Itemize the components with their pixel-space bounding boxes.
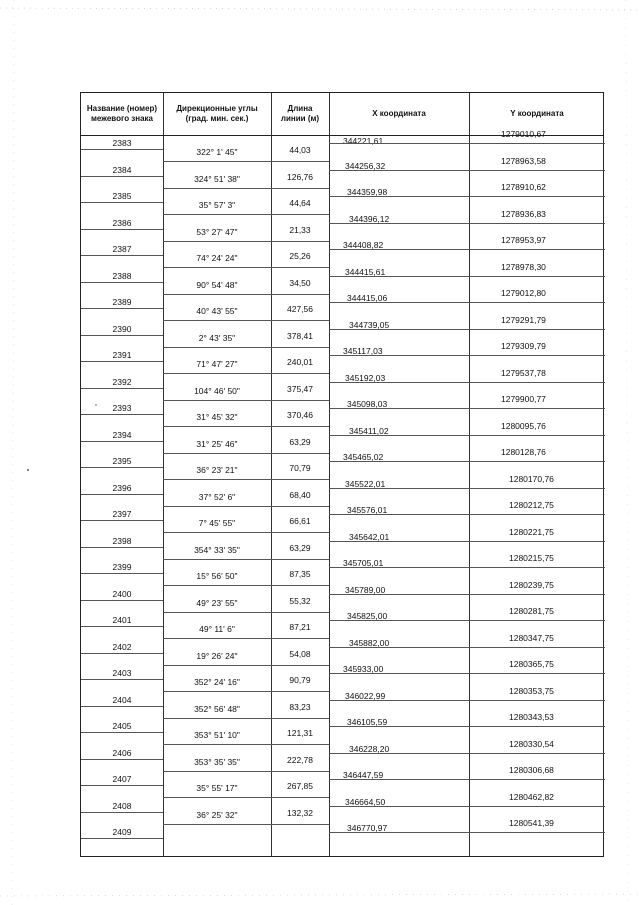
row-divider [81, 838, 163, 839]
point-name-cell: 2388 [112, 270, 132, 281]
row-divider [329, 806, 605, 807]
point-name-cell: 2383 [112, 138, 132, 148]
direction-angle-cell: 352° 24' 16" [194, 677, 240, 687]
row-divider [163, 585, 329, 586]
x-coordinate-cell: 344415,06 [347, 293, 388, 303]
direction-angle-cell: 35° 55' 17" [196, 783, 238, 793]
row-divider [81, 229, 163, 230]
row-divider [329, 567, 605, 568]
row-divider [329, 541, 605, 542]
line-length-cell: 63,29 [289, 436, 311, 447]
column-divider [469, 93, 470, 856]
direction-angle-cell: 90° 54' 48" [196, 279, 238, 290]
x-coordinate-cell: 346105,59 [347, 717, 388, 727]
x-coordinate-cell: 344415,61 [345, 266, 386, 277]
header-y-coordinate: Y координата [510, 109, 564, 118]
y-coordinate-cell: 1280330,54 [509, 738, 554, 749]
direction-angle-cell: 352° 56' 48" [194, 703, 240, 714]
direction-angle-cell: 324° 51' 38" [194, 173, 240, 184]
y-coordinate-cell: 1280128,76 [501, 447, 546, 457]
row-divider [329, 435, 605, 436]
y-coordinate-cell: 1279010,67 [501, 129, 546, 139]
row-divider [163, 771, 329, 772]
y-coordinate-cell: 1280462,82 [509, 791, 554, 802]
row-divider [81, 679, 163, 680]
x-coordinate-cell: 345789,00 [345, 584, 386, 595]
row-divider [329, 514, 605, 515]
direction-angle-cell: 36° 25' 32" [196, 809, 238, 820]
x-coordinate-cell: 345117,03 [343, 346, 383, 356]
y-coordinate-cell: 1278963,58 [501, 155, 546, 166]
header-direction-angle: Дирекционные углы (град. мин. сек.) [176, 104, 258, 123]
y-coordinate-cell: 1279012,80 [501, 288, 546, 298]
y-coordinate-cell: 1280281,75 [509, 606, 554, 616]
line-length-cell: 25,26 [289, 251, 311, 261]
y-coordinate-cell: 1279900,77 [501, 394, 546, 404]
x-coordinate-cell: 345192,03 [345, 372, 386, 383]
row-divider [163, 691, 329, 692]
row-divider [329, 329, 605, 330]
row-divider [329, 223, 605, 224]
x-coordinate-cell: 346228,20 [349, 743, 390, 754]
x-coordinate-cell: 345465,02 [343, 452, 384, 462]
point-name-cell: 2406 [112, 747, 132, 758]
point-name-cell: 2390 [112, 323, 132, 334]
line-length-cell: 55,32 [289, 595, 311, 606]
row-divider [163, 453, 329, 454]
line-length-cell: 90,79 [289, 675, 311, 685]
line-length-cell: 21,33 [289, 224, 311, 235]
row-divider [81, 388, 163, 389]
point-name-cell: 2387 [112, 244, 132, 254]
column-divider [329, 93, 330, 856]
direction-angle-cell: 353° 51' 10" [194, 730, 240, 740]
row-divider [163, 532, 329, 533]
row-divider [81, 335, 163, 336]
y-coordinate-cell: 1279537,78 [501, 367, 546, 378]
y-coordinate-cell: 1280541,39 [509, 818, 554, 828]
point-name-cell: 2384 [112, 164, 132, 175]
row-divider [329, 276, 605, 277]
x-coordinate-cell: 344359,98 [347, 187, 388, 197]
row-divider [163, 188, 329, 189]
y-coordinate-cell: 1279309,79 [501, 341, 546, 351]
line-length-cell: 34,50 [289, 277, 311, 288]
row-divider [163, 214, 329, 215]
x-coordinate-cell: 344256,32 [345, 160, 386, 171]
direction-angle-cell: 2° 43' 35" [198, 332, 236, 343]
row-divider [163, 294, 329, 295]
y-coordinate-cell: 1280343,53 [509, 712, 554, 722]
header-point-name: Название (номер) межевого знака [86, 104, 158, 123]
row-divider [163, 506, 329, 507]
y-coordinate-cell: 1278910,62 [501, 182, 546, 192]
row-divider [81, 282, 163, 283]
line-length-cell: 70,79 [289, 463, 311, 473]
row-divider [329, 673, 605, 674]
y-coordinate-cell: 1279291,79 [501, 314, 546, 325]
direction-angle-cell: 31° 45' 32" [196, 412, 238, 422]
header-x-coordinate: X координата [372, 109, 426, 118]
header-line-length: Длина линии (м) [280, 104, 320, 123]
line-length-cell: 240,01 [287, 357, 313, 367]
line-length-cell: 87,35 [289, 569, 311, 579]
y-coordinate-cell: 1280095,76 [501, 420, 546, 431]
direction-angle-cell: 49° 23' 55" [196, 597, 238, 608]
line-length-cell: 427,56 [287, 304, 313, 314]
row-divider [163, 612, 329, 613]
line-length-cell: 44,03 [289, 145, 311, 155]
x-coordinate-cell: 346447,59 [343, 770, 384, 780]
line-length-cell: 126,76 [287, 171, 313, 182]
x-coordinate-cell: 345705,01 [343, 558, 384, 568]
x-coordinate-cell: 346664,50 [345, 796, 386, 807]
x-coordinate-cell: 344739,05 [349, 319, 390, 330]
row-divider [329, 488, 605, 489]
row-divider [163, 824, 329, 825]
x-coordinate-cell: 345825,00 [347, 611, 388, 621]
row-divider [329, 249, 605, 250]
row-divider [81, 308, 163, 309]
point-name-cell: 2395 [112, 456, 132, 466]
row-divider [329, 832, 605, 833]
row-divider [163, 347, 329, 348]
direction-angle-cell: 49° 11' 6" [199, 624, 235, 634]
line-length-cell: 66,61 [289, 516, 311, 526]
x-coordinate-cell: 345933,00 [343, 664, 384, 674]
point-name-cell: 2400 [112, 588, 132, 599]
row-divider [81, 759, 163, 760]
line-length-cell: 121,31 [287, 728, 313, 738]
direction-angle-cell: 37° 52' 6" [198, 491, 236, 502]
direction-angle-cell: 36° 23' 21" [196, 465, 238, 475]
y-coordinate-cell: 1280306,68 [509, 765, 554, 775]
point-name-cell: 2391 [112, 350, 132, 360]
line-length-cell: 222,78 [287, 754, 313, 765]
row-divider [163, 638, 329, 639]
row-divider [163, 718, 329, 719]
y-coordinate-cell: 1280365,75 [509, 659, 554, 669]
y-coordinate-cell: 1278953,97 [501, 235, 546, 245]
direction-angle-cell: 31° 25' 46" [196, 438, 238, 449]
row-divider [81, 494, 163, 495]
point-name-cell: 2408 [112, 800, 132, 811]
line-length-cell: 132,32 [287, 807, 313, 818]
line-length-cell: 83,23 [289, 701, 311, 712]
line-length-cell: 68,40 [289, 489, 311, 500]
coordinates-table [80, 92, 604, 857]
row-divider [81, 176, 163, 177]
point-name-cell: 2405 [112, 721, 132, 731]
x-coordinate-cell: 345098,03 [347, 399, 388, 409]
x-coordinate-cell: 344221,61 [343, 136, 384, 146]
row-divider [329, 170, 605, 171]
row-divider [163, 161, 329, 162]
row-divider [81, 600, 163, 601]
point-name-cell: 2402 [112, 641, 132, 652]
row-divider [329, 302, 605, 303]
row-divider [163, 241, 329, 242]
x-coordinate-cell: 345576,01 [347, 505, 388, 515]
line-length-cell: 54,08 [289, 648, 311, 659]
line-length-cell: 44,64 [289, 198, 311, 208]
point-name-cell: 2401 [112, 615, 132, 625]
point-name-cell: 2399 [112, 562, 132, 572]
row-divider [81, 149, 163, 150]
row-divider [81, 785, 163, 786]
row-divider [329, 620, 605, 621]
row-divider [163, 744, 329, 745]
row-divider [81, 812, 163, 813]
point-name-cell: 2389 [112, 297, 132, 307]
x-coordinate-cell: 344408,82 [343, 240, 384, 250]
row-divider [81, 520, 163, 521]
direction-angle-cell: 35° 57' 3" [198, 200, 236, 210]
row-divider [329, 700, 605, 701]
row-divider [163, 400, 329, 401]
line-length-cell: 63,29 [289, 542, 311, 553]
row-divider [329, 143, 605, 144]
line-length-cell: 267,85 [287, 781, 313, 791]
row-divider [163, 559, 329, 560]
direction-angle-cell: 353° 35' 35" [194, 756, 240, 767]
row-divider [81, 706, 163, 707]
direction-angle-cell: 7° 45' 55" [198, 518, 236, 528]
y-coordinate-cell: 1280221,75 [509, 526, 554, 537]
row-divider [163, 426, 329, 427]
point-name-cell: 2404 [112, 694, 132, 705]
x-coordinate-cell: 345411,02 [349, 425, 389, 436]
direction-angle-cell: 19° 26' 24" [196, 650, 238, 661]
row-divider [81, 361, 163, 362]
row-divider [81, 573, 163, 574]
y-coordinate-cell: 1280170,76 [509, 473, 554, 484]
row-divider [329, 408, 605, 409]
y-coordinate-cell: 1280347,75 [509, 632, 554, 643]
x-coordinate-cell: 344396,12 [349, 213, 390, 224]
direction-angle-cell: 53° 27' 47" [196, 226, 238, 237]
direction-angle-cell: 104° 46' 50" [194, 385, 240, 396]
point-name-cell: 2394 [112, 429, 132, 440]
row-divider [81, 414, 163, 415]
row-divider [81, 732, 163, 733]
line-length-cell: 375,47 [287, 383, 313, 394]
row-divider [81, 626, 163, 627]
direction-angle-cell: 354° 33' 35" [194, 544, 240, 555]
row-divider [163, 665, 329, 666]
y-coordinate-cell: 1278936,83 [501, 208, 546, 219]
row-divider [163, 267, 329, 268]
y-coordinate-cell: 1280215,75 [509, 553, 554, 563]
direction-angle-cell: 74° 24' 24" [196, 253, 238, 263]
row-divider [329, 355, 605, 356]
row-divider [163, 320, 329, 321]
row-divider [329, 726, 605, 727]
row-divider [81, 547, 163, 548]
row-divider [329, 647, 605, 648]
point-name-cell: 2392 [112, 376, 132, 387]
row-divider [163, 479, 329, 480]
x-coordinate-cell: 345642,01 [349, 531, 390, 542]
row-divider [329, 779, 605, 780]
line-length-cell: 87,21 [289, 622, 311, 632]
row-divider [329, 196, 605, 197]
x-coordinate-cell: 346770,97 [347, 823, 388, 833]
point-name-cell: 2409 [112, 827, 132, 837]
direction-angle-cell: 15° 56' 50" [196, 571, 238, 581]
point-name-cell: 2385 [112, 191, 132, 201]
x-coordinate-cell: 345882,00 [349, 637, 390, 648]
point-name-cell: 2407 [112, 774, 132, 784]
row-divider [81, 255, 163, 256]
direction-angle-cell: 40° 43' 55" [196, 306, 238, 316]
row-divider [329, 461, 605, 462]
y-coordinate-cell: 1280353,75 [509, 685, 554, 696]
direction-angle-cell: 71° 47' 27" [196, 359, 238, 369]
direction-angle-cell: 322° 1' 45" [196, 147, 238, 157]
point-name-cell: 2403 [112, 668, 132, 678]
row-divider [81, 653, 163, 654]
point-name-cell: 2386 [112, 217, 132, 228]
y-coordinate-cell: 1278978,30 [501, 261, 546, 272]
line-length-cell: 378,41 [287, 330, 313, 341]
y-coordinate-cell: 1280239,75 [509, 579, 554, 590]
row-divider [81, 467, 163, 468]
row-divider [329, 594, 605, 595]
point-name-cell: 2396 [112, 482, 132, 493]
row-divider [329, 382, 605, 383]
row-divider [329, 753, 605, 754]
point-name-cell: 2393 [112, 403, 132, 413]
row-divider [163, 797, 329, 798]
y-coordinate-cell: 1280212,75 [509, 500, 554, 510]
row-divider [81, 441, 163, 442]
x-coordinate-cell: 345522,01 [345, 478, 386, 489]
x-coordinate-cell: 346022,99 [345, 690, 386, 701]
row-divider [163, 373, 329, 374]
row-divider [81, 202, 163, 203]
line-length-cell: 370,46 [287, 410, 313, 420]
point-name-cell: 2398 [112, 535, 132, 546]
point-name-cell: 2397 [112, 509, 132, 519]
